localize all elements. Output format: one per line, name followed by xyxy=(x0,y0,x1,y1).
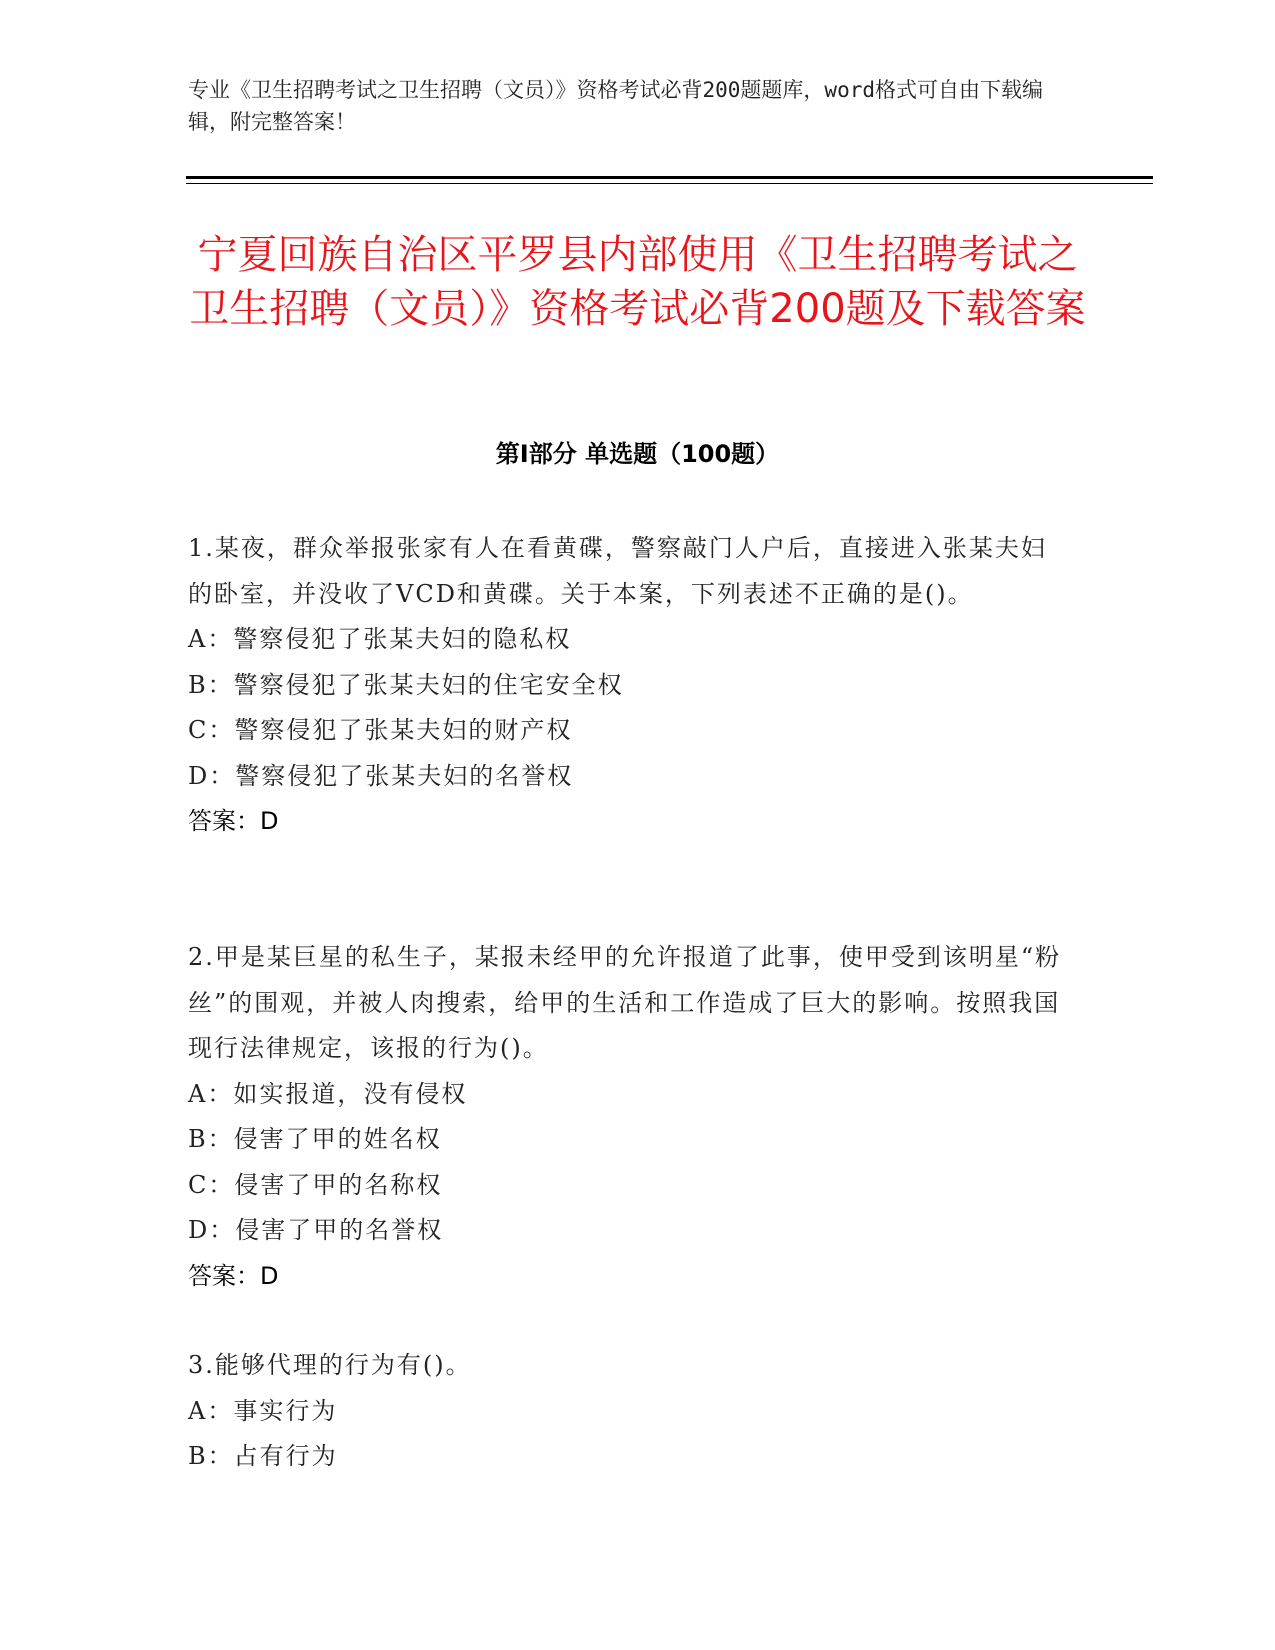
question-stem: 1.某夜，群众举报张家有人在看黄碟，警察敲门人户后，直接进入张某夫妇的卧室，并没收了VCD和黄碟。关于本案，下列表述不正确的是()。 xyxy=(188,534,1047,608)
option-c: C：警察侵犯了张某夫妇的财产权 xyxy=(188,716,573,744)
answer: 答案：D xyxy=(188,807,279,835)
option-a: A：如实报道，没有侵权 xyxy=(188,1079,468,1108)
document-title: 宁夏回族自治区平罗县内部使用《卫生招聘考试之卫生招聘（文员）》资格考试必背200题及下载答案 xyxy=(189,232,1086,332)
option-a: A：警察侵犯了张某夫妇的隐私权 xyxy=(188,625,572,653)
option-a: A：事实行为 xyxy=(188,1396,338,1425)
question-3 xyxy=(188,1343,1068,1480)
question-stem: 2.甲是某巨星的私生子，某报未经甲的允许报道了此事，使甲受到该明星“粉丝”的围观，并被人肉搜索，给甲的生活和工作造成了巨大的影响。按照我国现行法律规定，该报的行为()。 xyxy=(188,943,1062,1062)
option-d: D：警察侵犯了张某夫妇的名誉权 xyxy=(188,761,574,790)
question-1 xyxy=(188,526,1068,845)
header-note: 专业《卫生招聘考试之卫生招聘（文员）》资格考试必背200题题库，word格式可自由下载编辑，附完整答案！ xyxy=(188,78,1043,134)
option-b: B：侵害了甲的姓名权 xyxy=(188,1125,442,1153)
header-divider-thin xyxy=(186,183,1153,184)
option-d: D：侵害了甲的名誉权 xyxy=(188,1216,444,1244)
option-c: C：侵害了甲的名称权 xyxy=(188,1170,443,1199)
header-divider-thick xyxy=(186,176,1153,179)
answer: 答案：D xyxy=(188,1261,279,1290)
option-b: B：警察侵犯了张某夫妇的住宅安全权 xyxy=(188,670,624,699)
option-b: B：占有行为 xyxy=(188,1442,338,1470)
question-2 xyxy=(188,935,1068,1299)
section-title: 第Ⅰ部分 单选题（100题） xyxy=(495,440,780,468)
question-stem: 3.能够代理的行为有()。 xyxy=(188,1351,472,1379)
